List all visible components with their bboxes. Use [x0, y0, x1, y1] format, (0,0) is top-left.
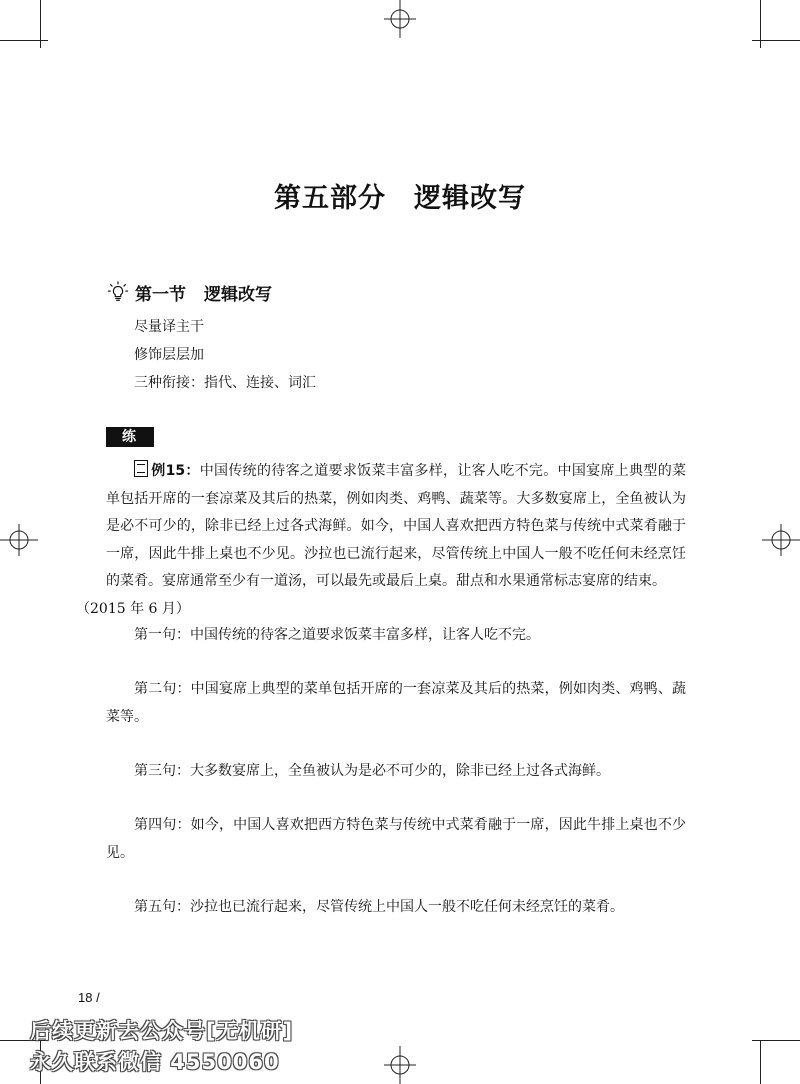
crop-mark	[760, 1040, 761, 1084]
example-text: 中国传统的待客之道要求饭菜丰富多样，让客人吃不完。中国宴席上典型的菜单包括开席的一套凉菜及其后的热菜，例如肉类、鸡鸭、蔬菜等。大多数宴席上，全鱼被认为是必不可少的，除非已经上过各式海鲜。如今，中国人喜欢把西方特色菜与传统中式菜肴融于一席，因此牛排上桌也不少见。沙拉也已流行起来，尽管传统上中国人一般不吃任何未经烹饪的菜肴。宴席通常至少有一道汤，可以最先或最后上桌。甜点和水果通常标志宴席的结束。	[106, 463, 687, 589]
key-point: 修饰层层加	[134, 347, 204, 363]
part-name: 逻辑改写	[414, 183, 526, 214]
registration-mark-bottom	[380, 1044, 420, 1084]
part-number: 第五部分	[274, 183, 386, 214]
sentence-5: 第五句：沙拉也已流行起来，尽管传统上中国人一般不吃任何未经烹饪的菜肴。	[134, 899, 624, 915]
section-heading	[107, 280, 272, 304]
example-paragraph	[76, 458, 687, 623]
document-icon	[134, 460, 148, 477]
registration-mark-right	[760, 520, 800, 560]
section-name: 逻辑改写	[204, 284, 272, 305]
section-number: 第一节	[135, 284, 186, 305]
watermark-line-1: 后续更新去公众号[无机研]	[30, 1019, 294, 1043]
sentence-3: 第三句：大多数宴席上，全鱼被认为是必不可少的，除非已经上过各式海鲜。	[134, 763, 610, 779]
crop-mark	[752, 1040, 800, 1041]
registration-mark-left	[0, 520, 40, 560]
sentence-2: 第二句：中国宴席上典型的菜单包括开席的一套凉菜及其后的热菜，例如肉类、鸡鸭、蔬菜等。	[106, 681, 686, 725]
sentence-1: 第一句：中国传统的待客之道要求饭菜丰富多样，让客人吃不完。	[134, 627, 540, 643]
practice-label: 练 习	[106, 427, 154, 447]
key-point: 三种衔接：指代、连接、词汇	[134, 375, 316, 391]
crop-mark	[752, 40, 800, 41]
crop-mark	[0, 40, 48, 41]
lightbulb-icon	[107, 281, 129, 303]
page-number: 18 /	[78, 990, 100, 1005]
key-points	[134, 318, 316, 402]
registration-mark-top	[380, 0, 420, 40]
example-source: （2015 年 6 月）	[76, 600, 190, 617]
watermark-line-2: 永久联系微信 4550060	[30, 1050, 280, 1074]
example-label: 例15：	[151, 463, 200, 479]
key-point: 尽量译主干	[134, 319, 204, 335]
sentence-4: 第四句：如今，中国人喜欢把西方特色菜与传统中式菜肴融于一席，因此牛排上桌也不少见。	[106, 817, 686, 861]
part-title	[0, 176, 800, 215]
